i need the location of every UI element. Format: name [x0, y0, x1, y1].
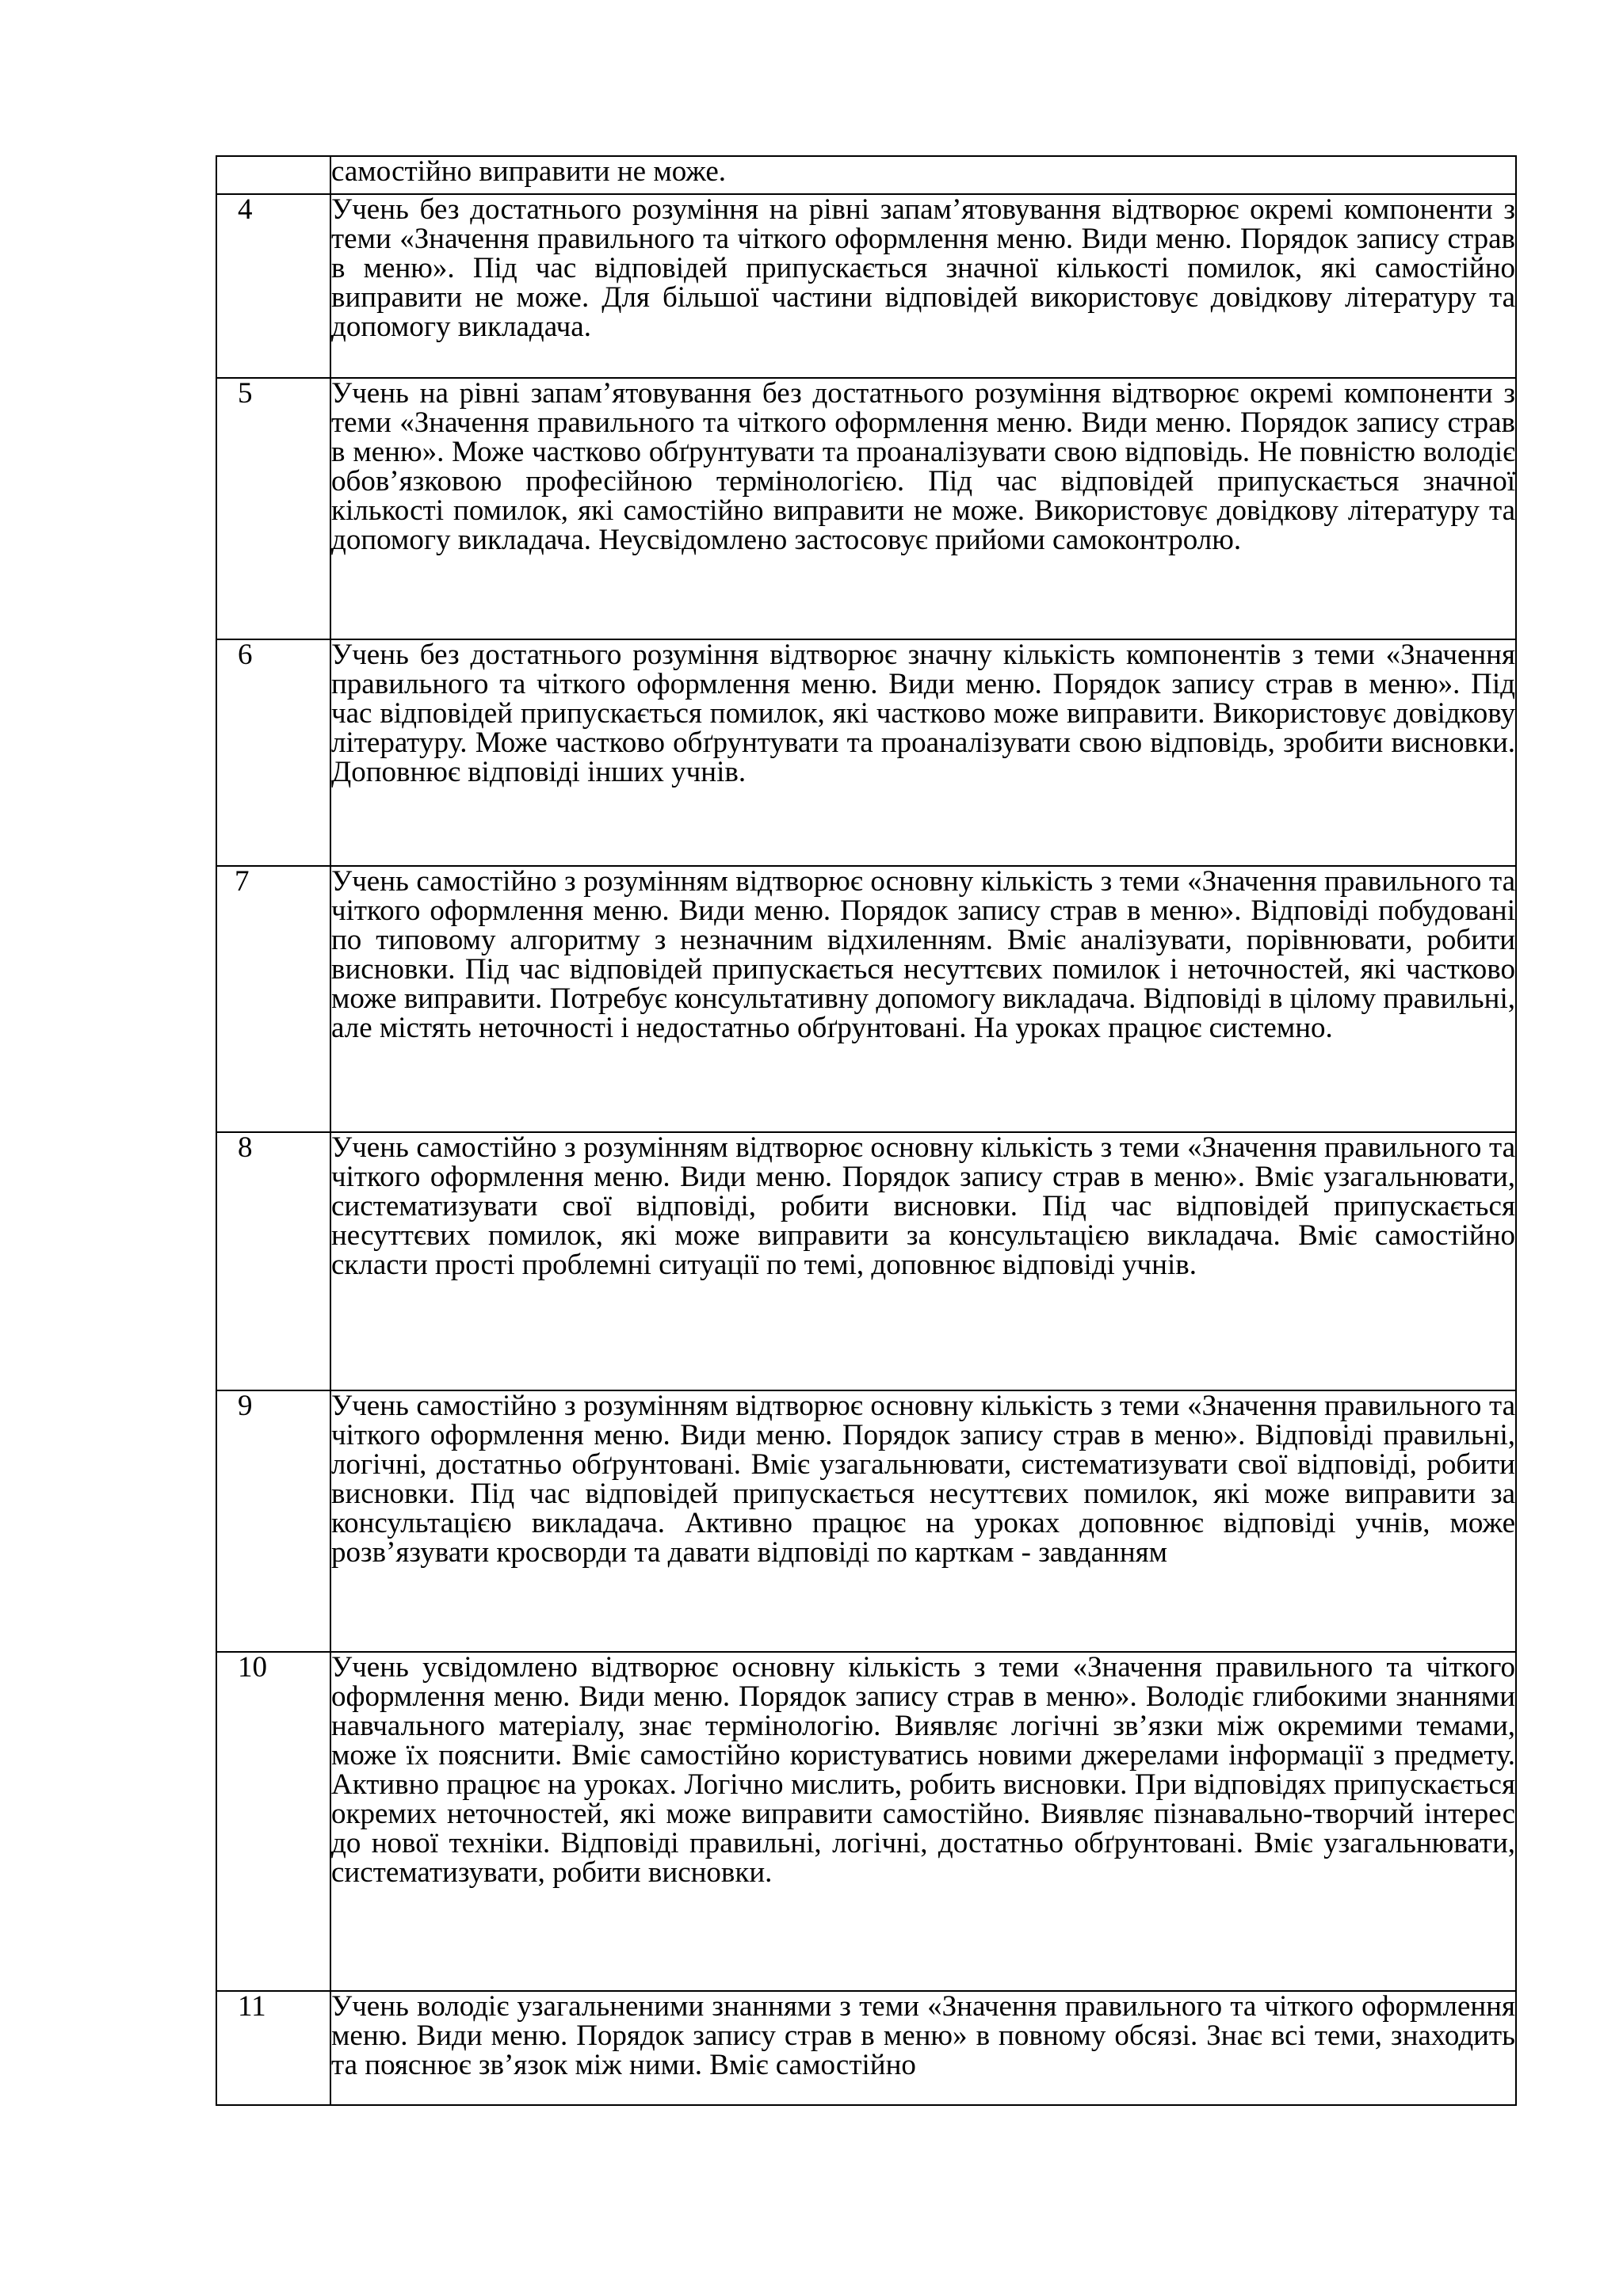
criteria-text: Учень усвідомлено відтворює основну кількість з теми «Значення правильного та чіткого оформлення меню. Види меню. Порядок запису страв в меню». Володіє глибокими знаннями навчального матеріалу, знає термінологію. Виявляє логічні зв’язки між окремими темами, може їх пояснити. Вміє самостійно користуватись новими джерелами інформації з предмету. Активно працює на уроках. Логічно мислить, робить висновки. При відповідях припускається окремих неточностей, які може виправити самостійно. Виявляє пізнавально-творчий інтерес до нової техніки. Відповіді правильні, логічні, достатньо обґрунтовані. Вміє узагальнювати, систематизувати, робити висновки.	[331, 1651, 1515, 1889]
criteria-cell	[330, 1652, 1516, 1991]
criteria-text: Учень без достатнього розуміння на рівні запам’ятовування відтворює окремі компоненти з теми «Значення правильного та чіткого оформлення меню. Види меню. Порядок запису страв в меню». Під час відповідей припускається значної кількості помилок, які самостійно виправити не може. Для більшої частини відповідей використовує довідкову літературу та допомогу викладача.	[331, 193, 1515, 343]
table-row	[216, 194, 1516, 378]
grade-cell: 10	[216, 1652, 330, 1991]
grading-criteria-table	[216, 155, 1517, 2106]
criteria-cell	[330, 639, 1516, 866]
criteria-text: Учень без достатнього розуміння відтворює значну кількість компонентів з теми «Значення правильного та чіткого оформлення меню. Види меню. Порядок запису страв в меню». Під час відповідей припускається помилок, які частково може виправити. Використовує довідкову літературу. Може частково обґрунтувати та проаналізувати свою відповідь, зробити висновки. Доповнює відповіді інших учнів.	[331, 639, 1515, 788]
table-row	[216, 378, 1516, 639]
criteria-cell	[330, 1390, 1516, 1652]
criteria-text: Учень самостійно з розумінням відтворює основну кількість з теми «Значення правильного та чіткого оформлення меню. Види меню. Порядок запису страв в меню». Відповіді побудовані по типовому алгоритму з незначним відхиленням. Вміє аналізувати, порівнювати, робити висновки. Під час відповідей припускається несуттєвих помилок і неточностей, які частково може виправити. Потребує консультативну допомогу викладача. Відповіді в цілому правильні, але містять неточності і недостатньо обґрунтовані. На уроках працює системно.	[331, 865, 1515, 1044]
grade-cell: 5	[216, 378, 330, 639]
grade-cell: 8	[216, 1132, 330, 1390]
criteria-cell	[330, 866, 1516, 1132]
criteria-cell	[330, 156, 1516, 194]
table-row	[216, 639, 1516, 866]
grade-cell: 7	[216, 866, 330, 1132]
criteria-text: Учень самостійно з розумінням відтворює основну кількість з теми «Значення правильного та чіткого оформлення меню. Види меню. Порядок запису страв в меню». Відповіді правильні, логічні, достатньо обґрунтовані. Вміє узагальнювати, систематизувати свої відповіді, робити висновки. Під час відповідей припускається несуттєвих помилок, які може виправити за консультацією викладача. Активно працює на уроках доповнює відповіді учнів, може розв’язувати кросворди та давати відповіді по карткам - завданням	[331, 1390, 1515, 1569]
grade-cell: 4	[216, 194, 330, 378]
criteria-cell	[330, 1132, 1516, 1390]
grade-cell: 11	[216, 1991, 330, 2105]
criteria-text: Учень самостійно з розумінням відтворює основну кількість з теми «Значення правильного та чіткого оформлення меню. Види меню. Порядок запису страв в меню». Вміє узагальнювати, систематизувати свої відповіді, робити висновки. Під час відповідей припускається несуттєвих помилок, які може виправити за консультацією викладача. Вміє самостійно скласти прості проблемні ситуації по темі, доповнює відповіді учнів.	[331, 1131, 1515, 1281]
criteria-text: Учень володіє узагальненими знаннями з теми «Значення правильного та чіткого оформлення меню. Види меню. Порядок запису страв в меню» в повному обсязі. Знає всі теми, знаходить та пояснює зв’язок між ними. Вміє самостійно	[331, 1990, 1515, 2081]
table-row	[216, 866, 1516, 1132]
table-row	[216, 1132, 1516, 1390]
criteria-cell	[330, 1991, 1516, 2105]
table-row	[216, 1652, 1516, 1991]
criteria-cell	[330, 194, 1516, 378]
table-row	[216, 1991, 1516, 2105]
criteria-text: Учень на рівні запам’ятовування без достатнього розуміння відтворює окремі компоненти з теми «Значення правильного та чіткого оформлення меню. Види меню. Порядок запису страв в меню». Може частково обґрунтувати та проаналізувати свою відповідь. Не повністю володіє обов’язковою професійною термінологією. Під час відповідей припускається значної кількості помилок, які самостійно виправити не може. Використовує довідкову літературу та допомогу викладача. Неусвідомлено застосовує прийоми самоконтролю.	[331, 377, 1515, 556]
table-row	[216, 156, 1516, 194]
criteria-text: самостійно виправити не може.	[331, 155, 727, 188]
criteria-cell	[330, 378, 1516, 639]
grade-cell: 9	[216, 1390, 330, 1652]
grade-cell: 6	[216, 639, 330, 866]
table-row	[216, 1390, 1516, 1652]
grade-cell	[216, 156, 330, 194]
